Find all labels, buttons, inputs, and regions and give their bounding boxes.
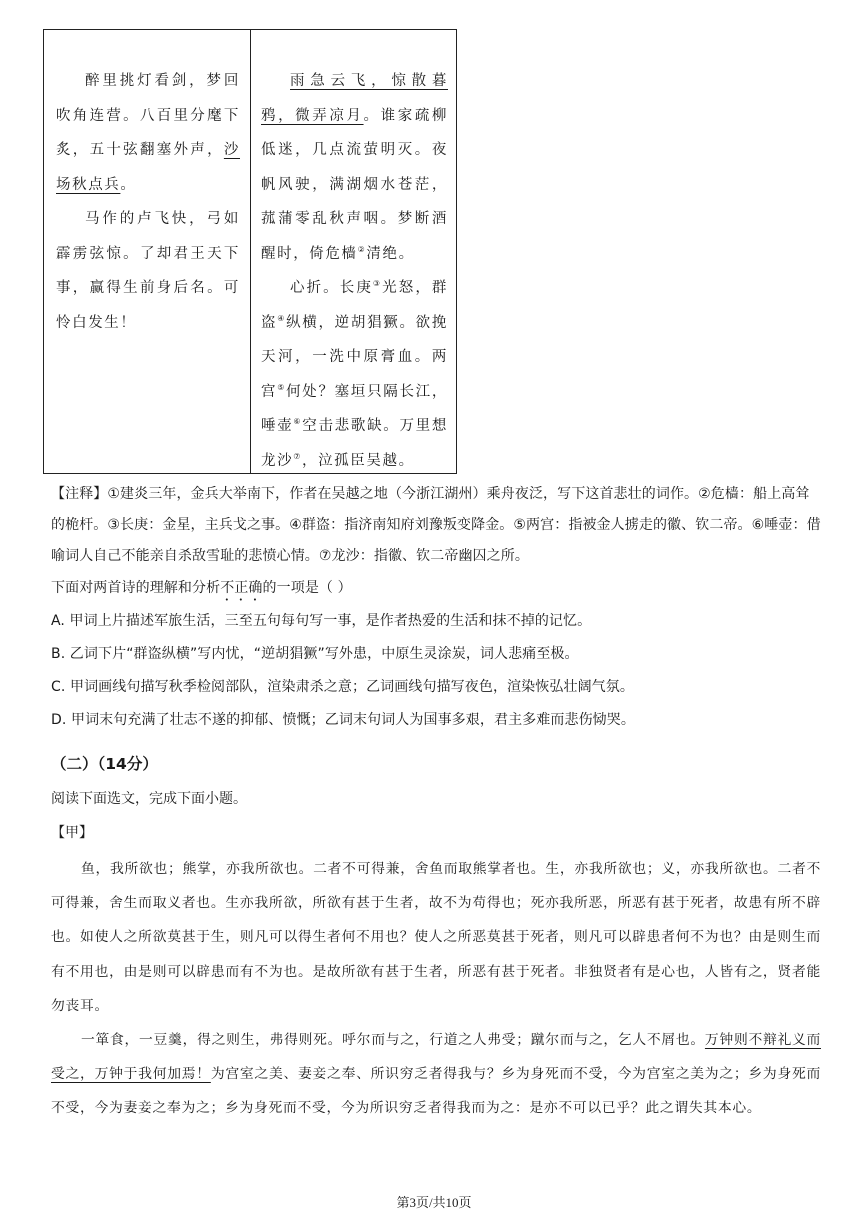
passage-text (51, 852, 821, 1126)
option-a: A. 甲词上片描述军旅生活，三至五句每句写一事，是作者热爱的生活和抹不掉的记忆。 (51, 613, 592, 629)
passage-paragraph-2: 一箪食，一豆羹，得之则生，弗得则死。呼尔而与之，行道之人弗受；蹴尔而与之，乞人不屑也。万钟则不辩礼义而受之，万钟于我何加焉！为宫室之美、妻妾之奉、所识穷乏者得我与？乡为身死而不受，今为宫室之美为之；乡为身死而不受，今为妻妾之奉为之；乡为身死而不受，今为所识穷乏者得我而为之：是亦不可以已乎？此之谓失其本心。 (51, 1032, 822, 1117)
poem-table (43, 29, 457, 474)
passage-paragraph-1: 鱼，我所欲也；熊掌，亦我所欲也。二者不可得兼，舍鱼而取熊掌者也。生，亦我所欲也；义，亦我所欲也。二者不可得兼，舍生而取义者也。生亦我所欲，所欲有甚于生者，故不为苟得也；死亦我所恶，所恶有甚于死者，故患有所不辟也。如使人之所欲莫甚于生，则凡可以得生者何不用也？使人之所恶莫甚于死者，则凡可以辟患者何不为也？由是则生而有不用也，由是则可以辟患而有不为也。是故所欲有甚于生者，所恶有甚于死者。非独贤者有是心也，人皆有之，贤者能勿丧耳。 (51, 861, 821, 1014)
question-stem: 下面对两首诗的理解和分析不正确的一项是（ ） (51, 580, 352, 596)
underlined-line: 雨急云飞，惊散暮鸦，微弄凉月 (261, 73, 448, 124)
annotation-note: 【注释】①建炎三年，金兵大举南下，作者在吴越之地（今浙江湖州）乘舟夜泛，写下这首悲壮的词作。②危樯：船上高耸的桅杆。③长庚：金星，主兵戈之事。④群盗：指济南知府刘豫叛变降金。⑤两宫：指被金人掳走的徽、钦二帝。⑥唾壶：借喻词人自己不能亲自杀敌雪耻的悲愤心情。⑦龙沙：指徽、钦二帝幽囚之所。 (51, 486, 821, 564)
poem-jia-stanza-2: 马作的卢飞快，弓如霹雳弦惊。了却君王天下事，赢得生前身后名。可怜白发生！ (56, 211, 240, 331)
poem-yi-stanza-1: 雨急云飞，惊散暮鸦，微弄凉月。谁家疏柳低迷，几点流萤明灭。夜帆风驶，满湖烟水苍茫，菰蒲零乱秋声咽。梦断酒醒时，倚危樯②清绝。 (261, 73, 449, 262)
option-c: C. 甲词画线句描写秋季检阅部队，渲染肃杀之意；乙词画线句描写夜色，渲染恢弘壮阔气氛。 (51, 679, 634, 695)
poem-jia-stanza-1: 醉里挑灯看剑，梦回吹角连营。八百里分麾下炙，五十弦翻塞外声，沙场秋点兵。 (56, 73, 240, 193)
poem-yi-stanza-2: 心折。长庚③光怒，群盗④纵横，逆胡猖獗。欲挽天河，一洗中原膏血。两宫⑤何处？塞垣只隔长江，唾壶⑥空击悲歌缺。万里想龙沙⑦，泣孤臣吴越。 (261, 279, 449, 469)
option-d: D. 甲词末句充满了壮志不遂的抑郁、愤慨；乙词末句词人为国事多艰，君主多难而悲伤恸哭。 (51, 712, 635, 728)
section-instruction: 阅读下面选文，完成下面小题。 (51, 791, 247, 807)
poem-jia-column (44, 30, 251, 473)
underlined-line: 沙场秋点兵 (56, 142, 240, 193)
poem-yi-column (251, 30, 456, 473)
section-title: （二）（14分） (51, 755, 158, 773)
page-footer: 第3页/共10页 (396, 1195, 472, 1210)
option-b: B. 乙词下片“群盗纵横”写内忧，“逆胡猖獗”写外患，中原生灵涂炭，词人悲痛至极。 (51, 646, 579, 662)
passage-label: 【甲】 (51, 825, 93, 841)
underlined-sentence: 万钟则不辩礼义而受之，万钟于我何加焉！ (51, 1032, 821, 1083)
annotation-and-question (51, 479, 821, 737)
